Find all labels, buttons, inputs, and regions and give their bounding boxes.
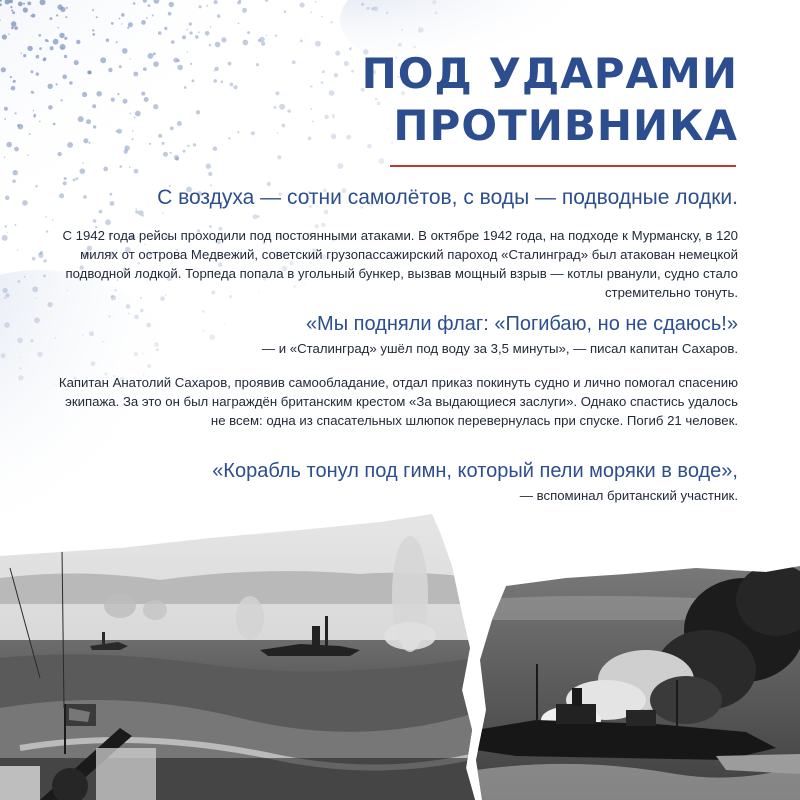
page-title xyxy=(318,48,738,152)
paragraph-1: С 1942 года рейсы проходили под постоянными атаками. В октябре 1942 года, на подходе к Мурманску, в 120 милях от острова Медвежий, советский грузопассажирский пароход «Сталинград» был атакован немецкой подводной лодкой. Торпеда попала в угольный бункер, вызвав мощный взрыв — котлы рванули, судно стало стремительно тонуть. xyxy=(62,228,738,300)
quote-2: «Корабль тонул под гимн, который пели моряки в воде», xyxy=(212,460,738,482)
convoy-photo xyxy=(0,508,475,800)
quote-1-attribution: — и «Сталинград» ушёл под воду за 3,5 минуты», — писал капитан Сахаров. xyxy=(261,341,738,356)
title-line-2: ПРОТИВНИКА xyxy=(393,101,738,150)
title-line-1: ПОД УДАРАМИ xyxy=(361,49,738,98)
quote-2-attribution: — вспоминал британский участник. xyxy=(519,488,738,503)
paragraph-2: Капитан Анатолий Сахаров, проявив самообладание, отдал приказ покинуть судно и лично помогал спасению экипажа. За это он был награждён британским крестом «За выдающиеся заслуги». Однако спастись удалось не всем: одна из спасательных шлюпок перевернулась при спуске. Погиб 21 человек. xyxy=(58,375,738,428)
burning-ship-photo xyxy=(476,560,800,800)
quote-1: «Мы подняли флаг: «Погибаю, но не сдаюсь!» xyxy=(305,313,738,335)
subtitle: С воздуха — сотни самолётов, с воды — подводные лодки. xyxy=(157,186,738,209)
title-divider xyxy=(390,165,736,167)
